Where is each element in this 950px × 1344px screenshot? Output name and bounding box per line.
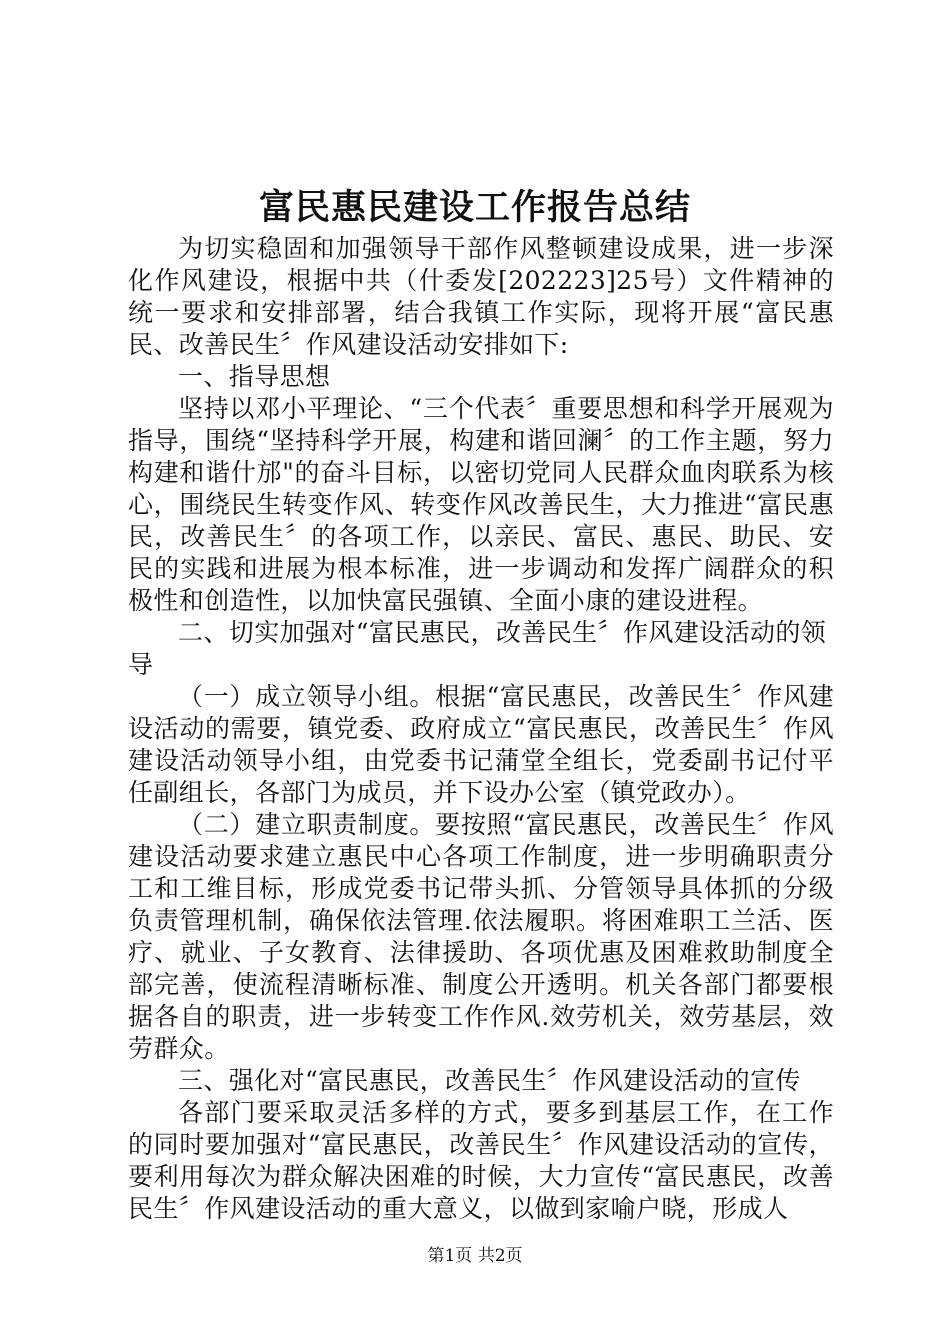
responsibility-system-paragraph: （二）建立职责制度。要按照“富民惠民，改善民生〞作风建设活动要求建立惠民中心各项工作制度，进一步明确职责分工和工维目标，形成党委书记带头抓、分管领导具体抓的分级负责管理机制，确保依法管理.依法履职。将困难职工兰活、医疗、就业、子女教育、法律援助、各项优惠及困难救助制度全部完善，使流程清晰标准、制度公开透明。机关各部门都要根据各自的职责，进一步转变工作作风.效劳机关，效劳基层，效劳群众。 — [128, 810, 834, 1063]
intro-paragraph: 为切实稳固和加强领导干部作风整顿建设成果，进一步深化作风建设，根据中共（什委发[202223]25号）文件精神的统一要求和安排部署，结合我镇工作实际，现将开展“富民惠民、改善民生〞作风建设活动安排如下: — [128, 234, 834, 359]
section-heading-publicity: 三、强化对“富民惠民，改善民生〞作风建设活动的宣传 — [178, 1066, 801, 1095]
guiding-ideology-paragraph: 坚持以邓小平理论、“三个代表〞重要思想和科学开展观为指导，围绕“坚持科学开展，构建和谐回澜〞的工作主题，努力构建和谐什邡"的奋斗目标，以密切党同人民群众血肉联系为核心，围绕民生转变作风、转变作风改善民生，大力推进“富民惠民，改善民生〞的各项工作，以亲民、富民、惠民、助民、安民的实践和进展为根本标准，进一步调动和发挥广阔群众的积极性和创造性，以加快富民强镇、全面小康的建设进程。 — [128, 394, 834, 615]
page-number-footer: 第1页 共2页 — [427, 1246, 523, 1266]
section-heading-leadership: 二、切实加强对“富民惠民，改善民生〞作风建设活动的领导 — [128, 618, 827, 679]
document-title: 富民惠民建设工作报告总结 — [258, 187, 691, 228]
section-heading-guiding-ideology: 一、指导思想 — [178, 362, 331, 391]
publicity-paragraph: 各部门要采取灵活多样的方式，要多到基层工作，在工作的同时要加强对“富民惠民，改善民生〞作风建设活动的宣传，要利用每次为群众解决困难的时候，大力宣传“富民惠民，改善民生〞作风建设活动的重大意义，以做到家喻户晓，形成人 — [128, 1098, 834, 1223]
document-body — [128, 233, 834, 1225]
leadership-group-paragraph: （一）成立领导小组。根据“富民惠民，改善民生〞作风建设活动的需要，镇党委、政府成立“富民惠民，改善民生〞作风建设活动领导小组，由党委书记蒲堂全组长，党委副书记付平任副组长，各部门为成员，并下设办公室（镇党政办）。 — [128, 682, 834, 807]
